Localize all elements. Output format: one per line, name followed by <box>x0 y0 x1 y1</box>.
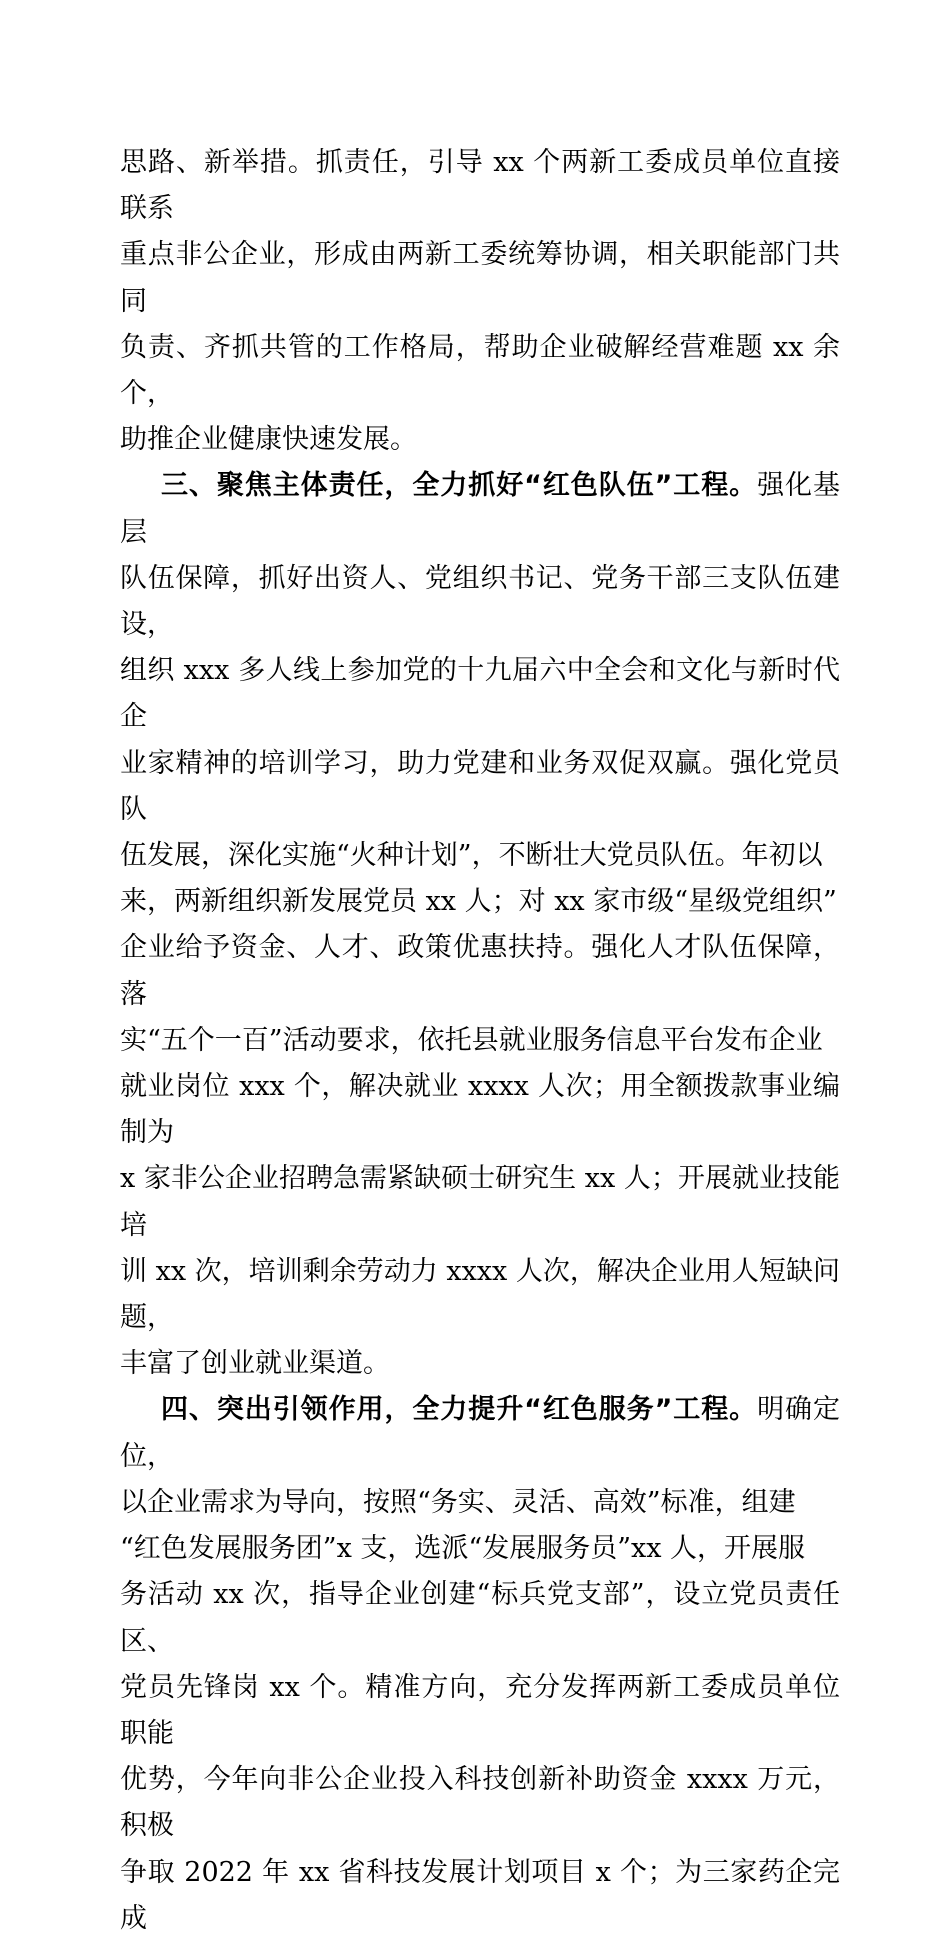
text-line: 务活动 xx 次，指导企业创建“标兵党支部”，设立党员责任区、 <box>120 1579 840 1657</box>
text-line: 企业给予资金、人才、政策优惠扶持。强化人才队伍保障，落 <box>120 932 840 1010</box>
text-line: 来，两新组织新发展党员 xx 人；对 xx 家市级“星级党组织” <box>120 886 837 918</box>
text-line: 以企业需求为导向，按照“务实、灵活、高效”标准，组建 <box>120 1486 796 1518</box>
text-line: 优势，今年向非公企业投入科技创新补助资金 xxxx 万元，积极 <box>120 1764 840 1842</box>
text-line: 党员先锋岗 xx 个。精准方向，充分发挥两新工委成员单位职能 <box>120 1671 840 1749</box>
text-line: x 家非公企业招聘急需紧缺硕士研究生 xx 人；开展就业技能培 <box>120 1163 840 1241</box>
text-line: 思路、新举措。抓责任，引导 xx 个两新工委成员单位直接联系 <box>120 147 840 225</box>
text-line: 训 xx 次，培训剩余劳动力 xxxx 人次，解决企业用人短缺问题， <box>120 1255 840 1334</box>
text-line: 明确定位， <box>120 1394 840 1472</box>
text-line: 组织 xxx 多人线上参加党的十九届六中全会和文化与新时代企 <box>120 655 840 733</box>
text-line: 争取 2022 年 xx 省科技发展计划项目 x 个；为三家药企完成 <box>120 1856 840 1934</box>
text-line: 伍发展，深化实施“火种计划”，不断壮大党员队伍。年初以 <box>120 840 823 872</box>
text-line: 就业岗位 xxx 个，解决就业 xxxx 人次；用全额拨款事业编制为 <box>120 1071 840 1149</box>
body-text <box>120 140 840 1942</box>
text-line: 业家精神的培训学习，助力党建和业务双促双赢。强化党员队 <box>120 747 840 825</box>
section-four-heading: 四、突出引领作用，全力提升“红色服务”工程。 <box>160 1394 758 1426</box>
text-line: 丰富了创业就业渠道。 <box>120 1348 390 1380</box>
text-line: 实“五个一百”活动要求，依托县就业服务信息平台发布企业 <box>120 1024 823 1056</box>
paragraph-section-four <box>120 1387 840 1941</box>
text-line: “红色发展服务团”x 支，选派“发展服务员”xx 人，开展服 <box>120 1533 806 1565</box>
text-line: 助推企业健康快速发展。 <box>120 424 417 456</box>
text-line: 队伍保障，抓好出资人、党组织书记、党务干部三支队伍建设， <box>120 562 840 641</box>
paragraph-section-three <box>120 463 840 1387</box>
section-three-heading: 三、聚焦主体责任，全力抓好“红色队伍”工程。 <box>160 470 758 502</box>
text-line: 重点非公企业，形成由两新工委统筹协调，相关职能部门共同 <box>120 239 840 317</box>
paragraph-continuation <box>120 140 840 463</box>
text-line: 负责、齐抓共管的工作格局，帮助企业破解经营难题 xx 余个， <box>120 331 840 410</box>
text-line: 强化基层 <box>120 470 840 548</box>
